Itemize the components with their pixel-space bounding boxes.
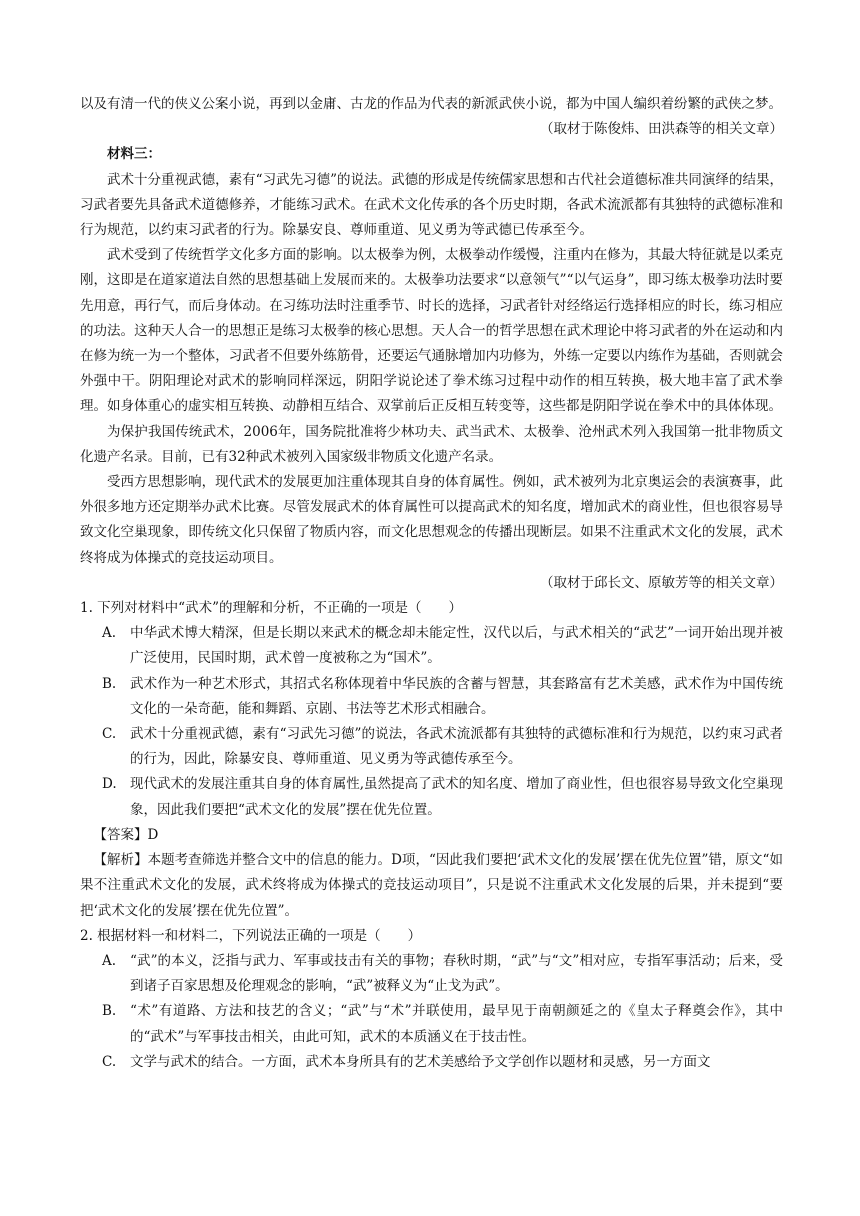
option-text: 现代武术的发展注重其自身的体育属性,虽然提高了武术的知名度、增加了商业性，但也很容易导致文化空巢现象，因此我们要把“武术文化的发展”摆在优先位置。 bbox=[130, 776, 783, 818]
question-1-analysis: 【解析】本题考查筛选并整合文中的信息的能力。D项，“因此我们要把‘武术文化的发展’摆在优先位置”错，原文“如果不注重武术文化的发展，武术终将成为体操式的竞技运动项目”，只是说不注重武术文化发展的后果，并未提到“要把‘武术文化的发展’摆在优先位置”。 bbox=[80, 852, 783, 919]
option-letter: A. bbox=[102, 625, 117, 642]
material2-source: （取材于陈俊炜、田洪森等的相关文章） bbox=[540, 121, 783, 138]
question-2-stem: 2. 根据材料一和材料二，下列说法正确的一项是（ ） bbox=[80, 927, 422, 944]
material3-heading: 材料三： bbox=[107, 146, 161, 163]
option-letter: A. bbox=[102, 952, 117, 969]
question-1-option-c bbox=[102, 722, 783, 772]
question-1-stem: 1. 下列对材料中“武术”的理解和分析，不正确的一项是（ ） bbox=[80, 600, 462, 617]
question-2-option-b bbox=[102, 999, 783, 1049]
option-letter: B. bbox=[102, 1003, 117, 1020]
option-text: 武术十分重视武德，素有“习武先习德”的说法，各武术流派都有其独特的武德标准和行为规范，以约束习武者的行为，因此，除暴安良、尊师重道、见义勇为等武德传承至今。 bbox=[130, 726, 783, 768]
material2-tail: 以及有清一代的侠义公案小说，再到以金庸、古龙的作品为代表的新派武侠小说，都为中国人编织着纷繁的武侠之梦。 bbox=[80, 96, 782, 112]
question-1-answer: 【答案】D bbox=[93, 826, 159, 843]
option-text: “武”的本义，泛指与武力、军事或技击有关的事物；春秋时期，“武”与“文”相对应，专指军事活动；后来，受到诸子百家思想及伦理观念的影响，“武”被释义为“止戈为武”。 bbox=[130, 952, 783, 995]
question-2-option-a bbox=[102, 949, 783, 999]
question-1-option-a bbox=[102, 621, 783, 671]
question-1-option-d bbox=[102, 772, 783, 822]
material3-paragraph-3: 为保护我国传统武术，2006年，国务院批准将少林功夫、武当武术、太极拳、沧州武术列入我国第一批非物质文化遗产名录。目前，已有32种武术被列入国家级非物质文化遗产名录。 bbox=[80, 423, 783, 465]
option-letter: D. bbox=[102, 776, 117, 793]
option-letter: B. bbox=[102, 675, 117, 692]
material3-paragraph-4: 受西方思想影响，现代武术的发展更加注重体现其自身的体育属性。例如，武术被列为北京奥运会的表演赛事，此外很多地方还定期举办武术比赛。尽管发展武术的体育属性可以提高武术的知名度，增加武术的商业性，但也很容易导致文化空巢现象，即传统文化只保留了物质内容，而文化思想观念的传播出现断层。如果不注重武术文化的发展，武术终将成为体操式的竞技运动项目。 bbox=[80, 474, 783, 566]
option-text: 中华武术博大精深，但是长期以来武术的概念却未能定性，汉代以后，与武术相关的“武艺”一词开始出现并被广泛使用，民国时期，武术曾一度被称之为“国术”。 bbox=[130, 625, 783, 667]
option-letter: C. bbox=[102, 726, 117, 743]
question-2-option-c bbox=[102, 1050, 783, 1075]
option-text: 文学与武术的结合。一方面，武术本身所具有的艺术美感给予文学创作以题材和灵感，另一方面文 bbox=[130, 1053, 711, 1070]
document-body bbox=[80, 92, 783, 1075]
material3-source: （取材于邱长文、原敏芳等的相关文章） bbox=[540, 574, 783, 591]
question-1-option-b bbox=[102, 672, 783, 722]
option-letter: C. bbox=[102, 1053, 117, 1070]
material3-paragraph-2: 武术受到了传统哲学文化多方面的影响。以太极拳为例，太极拳动作缓慢，注重内在修为，其最大特征就是以柔克刚，这即是在道家道法自然的思想基础上发展而来的。太极拳功法要求“以意领气”“以气运身”，即习练太极拳功法时要先用意，再行气，而后身体动。在习练功法时注重季节、时长的选择，习武者针对经络运行选择相应的时长，练习相应的功法。这种天人合一的思想正是练习太极拳的核心思想。天人合一的哲学思想在武术理论中将习武者的外在运动和内在修为统一为一个整体，习武者不但要外练筋骨，还要运气通脉增加内功修为，外练一定要以内练作为基础，否则就会外强中干。阴阳理论对武术的影响同样深远，阴阳学说论述了拳术练习过程中动作的相互转换，极大地丰富了武术拳理。如身体重心的虚实相互转换、动静相互结合、双掌前后正反相互转变等，这些都是阴阳学说在拳术中的具体体现。 bbox=[80, 247, 783, 415]
material3-paragraph-1: 武术十分重视武德，素有“习武先习德”的说法。武德的形成是传统儒家思想和古代社会道德标准共同演绎的结果，习武者要先具备武术道德修养，才能练习武术。在武术文化传承的各个历史时期，各武术流派都有其独特的武德标准和行为规范，以约束习武者的行为。除暴安良、尊师重道、见义勇为等武德已传承至今。 bbox=[80, 171, 783, 239]
option-text: 武术作为一种艺术形式，其招式名称体现着中华民族的含蓄与智慧，其套路富有艺术美感，武术作为中国传统文化的一朵奇葩，能和舞蹈、京剧、书法等艺术形式相融合。 bbox=[130, 675, 783, 717]
option-text: “术”有道路、方法和技艺的含义；“武”与“术”并联使用，最早见于南朝颜延之的《皇太子释奠会作》，其中的“武术”与军事技击相关，由此可知，武术的本质涵义在于技击性。 bbox=[130, 1003, 783, 1045]
